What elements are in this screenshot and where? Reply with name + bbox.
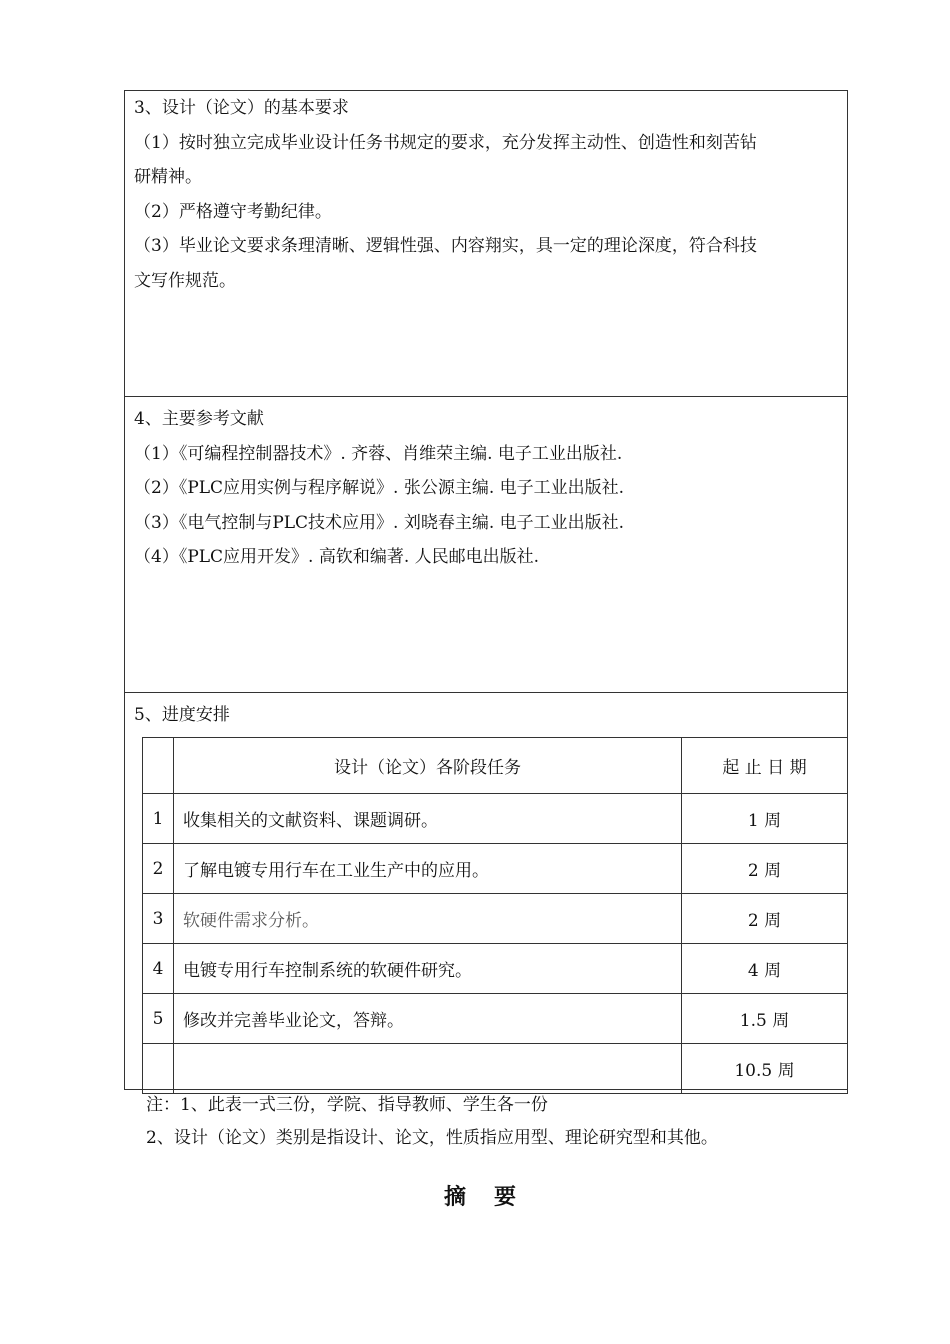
divider	[125, 396, 847, 397]
row-number: 5	[143, 994, 174, 1044]
row-total-date: 10.5 周	[682, 1044, 848, 1094]
header-task-cell: 设计（论文）各阶段任务	[174, 738, 682, 794]
footnote-2: 2、设计（论文）类别是指设计、论文，性质指应用型、理论研究型和其他。	[146, 1128, 718, 1148]
requirement-line: 研精神。	[134, 167, 202, 187]
table-row	[143, 994, 848, 1044]
requirement-line: （3）毕业论文要求条理清晰、逻辑性强、内容翔实，具一定的理论深度，符合科技	[134, 236, 757, 256]
row-number: 2	[143, 844, 174, 894]
table-total-row	[143, 1044, 848, 1094]
header-date-cell: 起 止 日 期	[682, 738, 848, 794]
row-date: 1 周	[682, 794, 848, 844]
section-basic-requirements	[134, 91, 839, 298]
row-task	[174, 1044, 682, 1094]
row-number: 3	[143, 894, 174, 944]
footnote-1: 注：1、此表一式三份，学院、指导教师、学生各一份	[146, 1095, 548, 1115]
row-task: 收集相关的文献资料、课题调研。	[174, 794, 682, 844]
row-task: 修改并完善毕业论文，答辩。	[174, 994, 682, 1044]
reference-item: （4）《PLC应用开发》. 高钦和编著. 人民邮电出版社.	[134, 547, 540, 567]
row-number: 1	[143, 794, 174, 844]
header-num-cell	[143, 738, 174, 794]
table-header-row	[143, 738, 848, 794]
table-row	[143, 894, 848, 944]
divider	[125, 692, 847, 693]
section-schedule	[134, 698, 839, 733]
requirement-line: （2）严格遵守考勤纪律。	[134, 201, 332, 222]
row-task: 电镀专用行车控制系统的软硬件研究。	[174, 944, 682, 994]
abstract-heading: 摘要	[444, 1184, 545, 1210]
row-date: 2 周	[682, 844, 848, 894]
section-title: 5、进度安排	[134, 705, 230, 725]
section-title: 3、设计（论文）的基本要求	[134, 98, 349, 118]
reference-item: （2）《PLC应用实例与程序解说》. 张公源主编. 电子工业出版社.	[134, 478, 625, 498]
row-date: 1.5 周	[682, 994, 848, 1044]
section-references	[134, 402, 839, 575]
requirement-line: （1）按时独立完成毕业设计任务书规定的要求，充分发挥主动性、创造性和刻苦钻	[134, 132, 757, 153]
requirement-line: 文写作规范。	[134, 270, 236, 291]
table-row	[143, 944, 848, 994]
schedule-table	[142, 737, 848, 1094]
section-title: 4、主要参考文献	[134, 409, 264, 429]
row-task: 了解电镀专用行车在工业生产中的应用。	[174, 844, 682, 894]
reference-item: （3）《电气控制与PLC技术应用》. 刘晓春主编. 电子工业出版社.	[134, 512, 625, 533]
row-date: 2 周	[682, 894, 848, 944]
row-number	[143, 1044, 174, 1094]
row-task: 软硬件需求分析。	[174, 894, 682, 944]
reference-item: （1）《可编程控制器技术》. 齐蓉、肖维荣主编. 电子工业出版社.	[134, 443, 623, 464]
row-number: 4	[143, 944, 174, 994]
row-date: 4 周	[682, 944, 848, 994]
table-row	[143, 794, 848, 844]
table-row	[143, 844, 848, 894]
